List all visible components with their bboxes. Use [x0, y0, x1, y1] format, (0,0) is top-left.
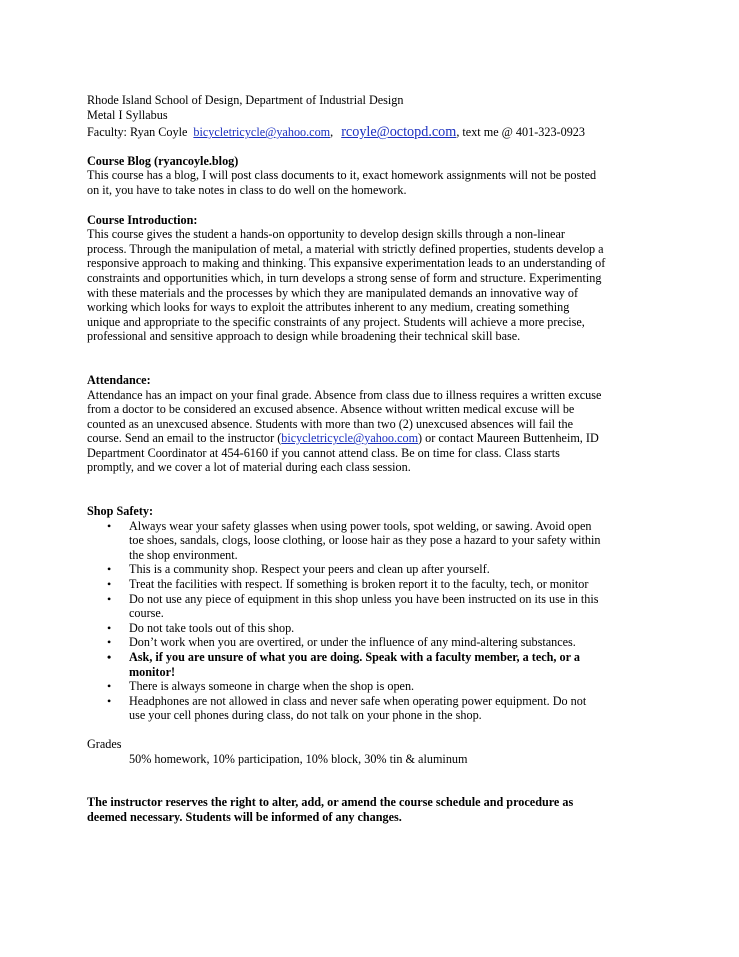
bullet-icon: •	[107, 562, 112, 577]
safety-rule	[87, 562, 659, 577]
attendance-text-line: promptly, and we cover a lot of material during each class session.	[87, 460, 411, 475]
faculty-email-link-1[interactable]: bicycletricycle@yahoo.com	[193, 125, 331, 140]
bullet-icon: •	[107, 518, 112, 533]
intro-text-line: This course gives the student a hands-on opportunity to develop design skills through a non-linear	[87, 227, 565, 242]
rule-line: the shop environment.	[129, 547, 238, 562]
safety-rule	[87, 592, 659, 621]
rule-line: Treat the facilities with respect. If something is broken report it to the faculty, tech, or monitor	[129, 577, 589, 592]
faculty-phone: , text me @ 401-323-0923	[456, 125, 585, 140]
course-name: Metal I Syllabus	[87, 107, 168, 122]
attendance-text-line	[87, 431, 659, 446]
faculty-email-link-2[interactable]: rcoyle@octopd.com	[341, 124, 457, 141]
closing-statement-line: The instructor reserves the right to alter, add, or amend the course schedule and procedure as	[87, 795, 574, 810]
intro-text-line: with these materials and the processes by which they are manipulated demands an innovative way of	[87, 285, 579, 300]
bullet-icon: •	[107, 693, 112, 708]
grades-breakdown: 50% homework, 10% participation, 10% block, 30% tin & aluminum	[129, 751, 468, 766]
rule-line: Do not take tools out of this shop.	[129, 620, 295, 635]
blog-text-line: on it, you have to take notes in class to do well on the homework.	[87, 182, 407, 197]
bullet-icon: •	[107, 635, 112, 650]
attendance-text-line: Attendance has an impact on your final grade. Absence from class due to illness requires a written excuse	[87, 387, 602, 402]
intro-text-line: unique and appropriate to the specific constraints of any project. Students will achieve a more precise,	[87, 314, 585, 329]
rule-line: This is a community shop. Respect your peers and clean up after yourself.	[129, 562, 490, 577]
attendance-line4-pre: course. Send an email to the instructor (	[87, 431, 282, 446]
safety-rule-emphasized	[87, 650, 659, 679]
intro-heading: Course Introduction:	[87, 212, 198, 227]
intro-text-line: process. Through the manipulation of metal, a material with strictly defined properties, students develop a	[87, 241, 604, 256]
attendance-line4-post: ) or contact Maureen Buttenheim, ID	[418, 431, 599, 446]
rule-line: Headphones are not allowed in class and never safe when operating power equipment. Do not	[129, 693, 587, 708]
school-name: Rhode Island School of Design, Department of Industrial Design	[87, 93, 404, 107]
rule-line: Always wear your safety glasses when using power tools, spot welding, or sawing. Avoid open	[129, 518, 592, 533]
bullet-icon: •	[107, 577, 112, 592]
grades-heading: Grades	[87, 736, 122, 751]
blog-heading: Course Blog (ryancoyle.blog)	[87, 153, 239, 168]
attendance-text-line: counted as an unexcused absence. Students with more than two (2) unexcused absences will fail the	[87, 416, 574, 431]
rule-line: Ask, if you are unsure of what you are doing. Speak with a faculty member, a tech, or a	[129, 650, 580, 664]
closing-statement-line: deemed necessary. Students will be informed of any changes.	[87, 809, 402, 824]
safety-heading: Shop Safety:	[87, 504, 154, 519]
rule-line: course.	[129, 606, 164, 621]
blog-text-line: This course has a blog, I will post class documents to it, exact homework assignments will not be posted	[87, 168, 597, 183]
intro-text-line: working which looks for ways to exploit the attributes inherent to any medium, creating something	[87, 300, 570, 315]
email-separator: ,	[330, 125, 334, 140]
rule-line: toe shoes, sandals, clogs, loose clothing, or loose hair as they pose a hazard to your safety within	[129, 533, 601, 548]
attendance-text-line: from a doctor to be considered an excused absence. Absence without written medical excuse will be	[87, 402, 575, 417]
bullet-icon: •	[107, 591, 112, 606]
rule-line: use your cell phones during class, do not talk on your phone in the shop.	[129, 708, 482, 723]
safety-rule	[87, 621, 659, 636]
safety-rule	[87, 694, 659, 723]
attendance-text-line: Department Coordinator at 454-6160 if you cannot attend class. Be on time for class. Class starts	[87, 445, 560, 460]
safety-rule	[87, 679, 659, 694]
bullet-icon: •	[107, 620, 112, 635]
rule-line: Do not use any piece of equipment in this shop unless you have been instructed on its use in this	[129, 591, 599, 606]
intro-text-line: constraints and opportunities which, in turn develops a strong sense of form and structure. Experimenting	[87, 270, 602, 285]
safety-rule	[87, 519, 659, 563]
rule-line: monitor!	[129, 664, 176, 679]
rule-line: Don’t work when you are overtired, or under the influence of any mind-altering substances.	[129, 635, 576, 650]
attendance-email-link[interactable]: bicycletricycle@yahoo.com	[281, 431, 419, 446]
safety-rules-list	[87, 519, 659, 723]
attendance-heading: Attendance:	[87, 372, 151, 387]
safety-rule	[87, 635, 659, 650]
intro-text-line: responsive approach to making and thinking. This expansive experimentation leads to an understanding of	[87, 256, 606, 271]
faculty-line	[87, 125, 659, 140]
rule-line: There is always someone in charge when the shop is open.	[129, 679, 415, 694]
syllabus-document	[87, 93, 659, 824]
intro-text-line: professional and sensitive approach to design while broadening their technical skill base.	[87, 329, 521, 344]
faculty-label: Faculty: Ryan Coyle	[87, 125, 188, 140]
bullet-icon: •	[107, 679, 112, 694]
bullet-icon: •	[107, 650, 112, 664]
safety-rule	[87, 577, 659, 592]
